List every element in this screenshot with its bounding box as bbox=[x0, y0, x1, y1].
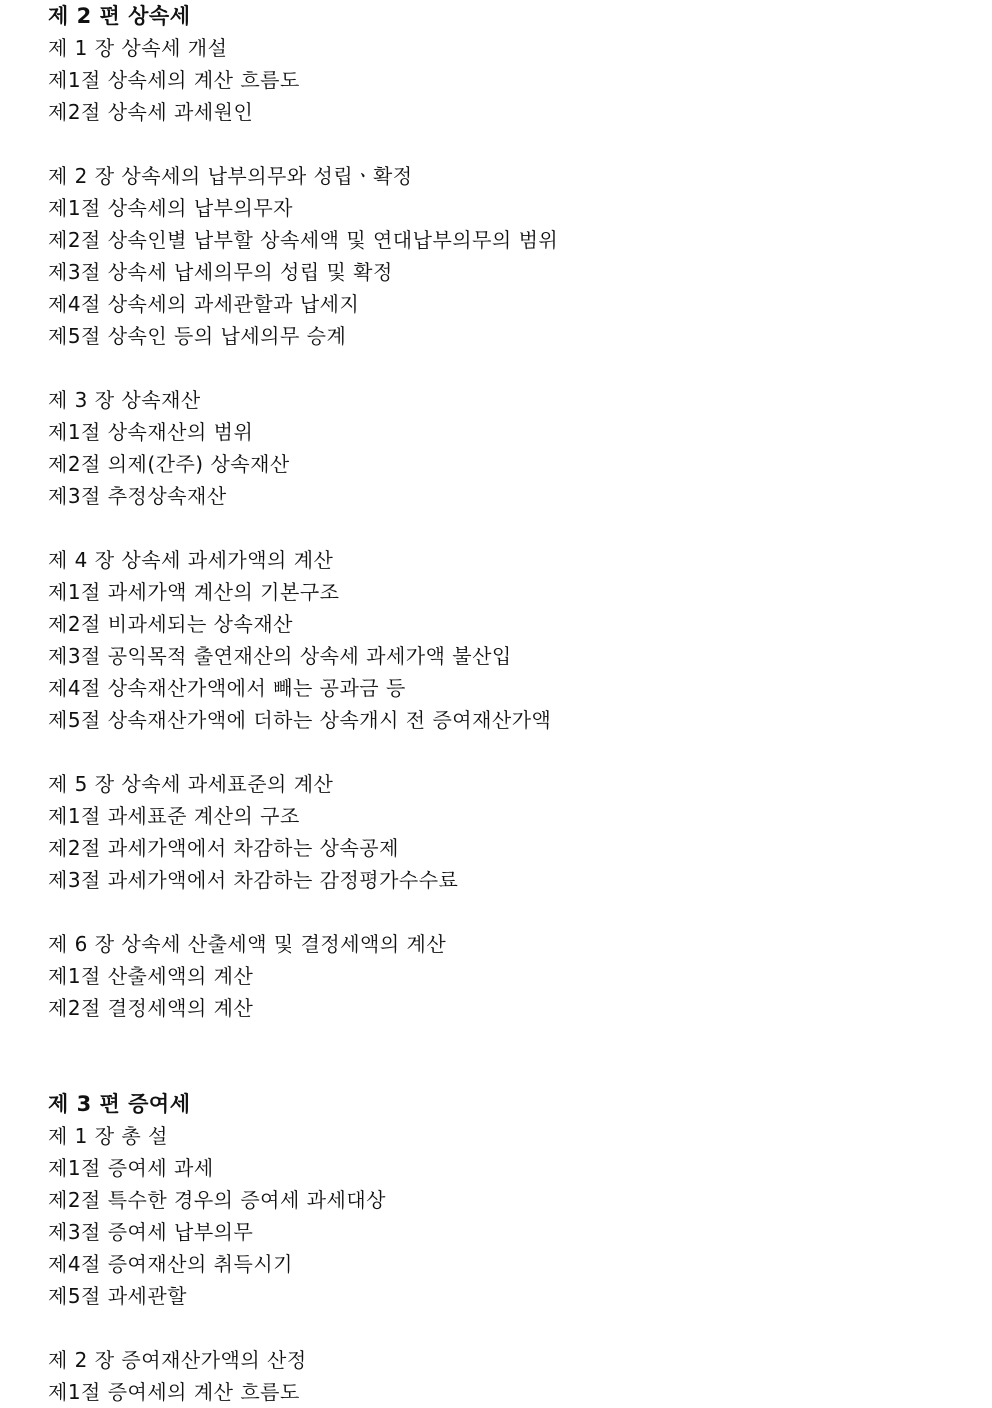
chapter-title: 제 2 장 증여재산가액의 산정 bbox=[48, 1348, 307, 1372]
section-item: 제3절 과세가액에서 차감하는 감정평가수수료 bbox=[48, 868, 459, 892]
section-item: 제4절 증여재산의 취득시기 bbox=[48, 1252, 293, 1276]
section-item: 제1절 상속세의 납부의무자 bbox=[48, 196, 293, 220]
section-item: 제1절 증여세 과세 bbox=[48, 1156, 214, 1180]
section-item: 제2절 결정세액의 계산 bbox=[48, 996, 254, 1020]
chapter-title: 제 3 장 상속재산 bbox=[48, 388, 201, 412]
section-item: 제2절 비과세되는 상속재산 bbox=[48, 612, 293, 636]
blank-line bbox=[48, 352, 968, 384]
section-item: 제3절 공익목적 출연재산의 상속세 과세가액 불산입 bbox=[48, 644, 512, 668]
section-item: 제2절 상속세 과세원인 bbox=[48, 100, 254, 124]
blank-line bbox=[48, 1056, 968, 1088]
section-item: 제2절 상속인별 납부할 상속세액 및 연대납부의무의 범위 bbox=[48, 228, 559, 252]
chapter-title: 제 1 장 총 설 bbox=[48, 1124, 168, 1148]
section-item: 제5절 상속인 등의 납세의무 승계 bbox=[48, 324, 347, 348]
section-item: 제3절 증여세 납부의무 bbox=[48, 1220, 254, 1244]
section-item: 제5절 과세관할 bbox=[48, 1284, 188, 1308]
section-item: 제1절 과세표준 계산의 구조 bbox=[48, 804, 300, 828]
section-item: 제2절 특수한 경우의 증여세 과세대상 bbox=[48, 1188, 386, 1212]
section-item: 제5절 상속재산가액에 더하는 상속개시 전 증여재산가액 bbox=[48, 708, 552, 732]
part-title: 제 3 편 증여세 bbox=[48, 1092, 191, 1116]
blank-line bbox=[48, 1024, 968, 1056]
blank-line bbox=[48, 512, 968, 544]
section-item: 제2절 의제(간주) 상속재산 bbox=[48, 452, 290, 476]
section-item: 제1절 증여세의 계산 흐름도 bbox=[48, 1380, 300, 1404]
chapter-title: 제 5 장 상속세 과세표준의 계산 bbox=[48, 772, 334, 796]
blank-line bbox=[48, 1312, 968, 1344]
chapter-title: 제 6 장 상속세 산출세액 및 결정세액의 계산 bbox=[48, 932, 447, 956]
section-item: 제1절 과세가액 계산의 기본구조 bbox=[48, 580, 340, 604]
blank-line bbox=[48, 128, 968, 160]
section-item: 제3절 상속세 납세의무의 성립 및 확정 bbox=[48, 260, 393, 284]
section-item: 제2절 과세가액에서 차감하는 상속공제 bbox=[48, 836, 399, 860]
blank-line bbox=[48, 896, 968, 928]
section-item: 제3절 추정상속재산 bbox=[48, 484, 227, 508]
section-item: 제1절 상속재산의 범위 bbox=[48, 420, 254, 444]
chapter-title: 제 4 장 상속세 과세가액의 계산 bbox=[48, 548, 334, 572]
part-title: 제 2 편 상속세 bbox=[48, 4, 191, 28]
section-item: 제4절 상속세의 과세관할과 납세지 bbox=[48, 292, 360, 316]
table-of-contents bbox=[48, 0, 968, 1408]
chapter-title: 제 1 장 상속세 개설 bbox=[48, 36, 228, 60]
section-item: 제4절 상속재산가액에서 빼는 공과금 등 bbox=[48, 676, 406, 700]
chapter-title: 제 2 장 상속세의 납부의무와 성립ㆍ확정 bbox=[48, 164, 413, 188]
blank-line bbox=[48, 736, 968, 768]
section-item: 제1절 산출세액의 계산 bbox=[48, 964, 254, 988]
section-item: 제1절 상속세의 계산 흐름도 bbox=[48, 68, 300, 92]
